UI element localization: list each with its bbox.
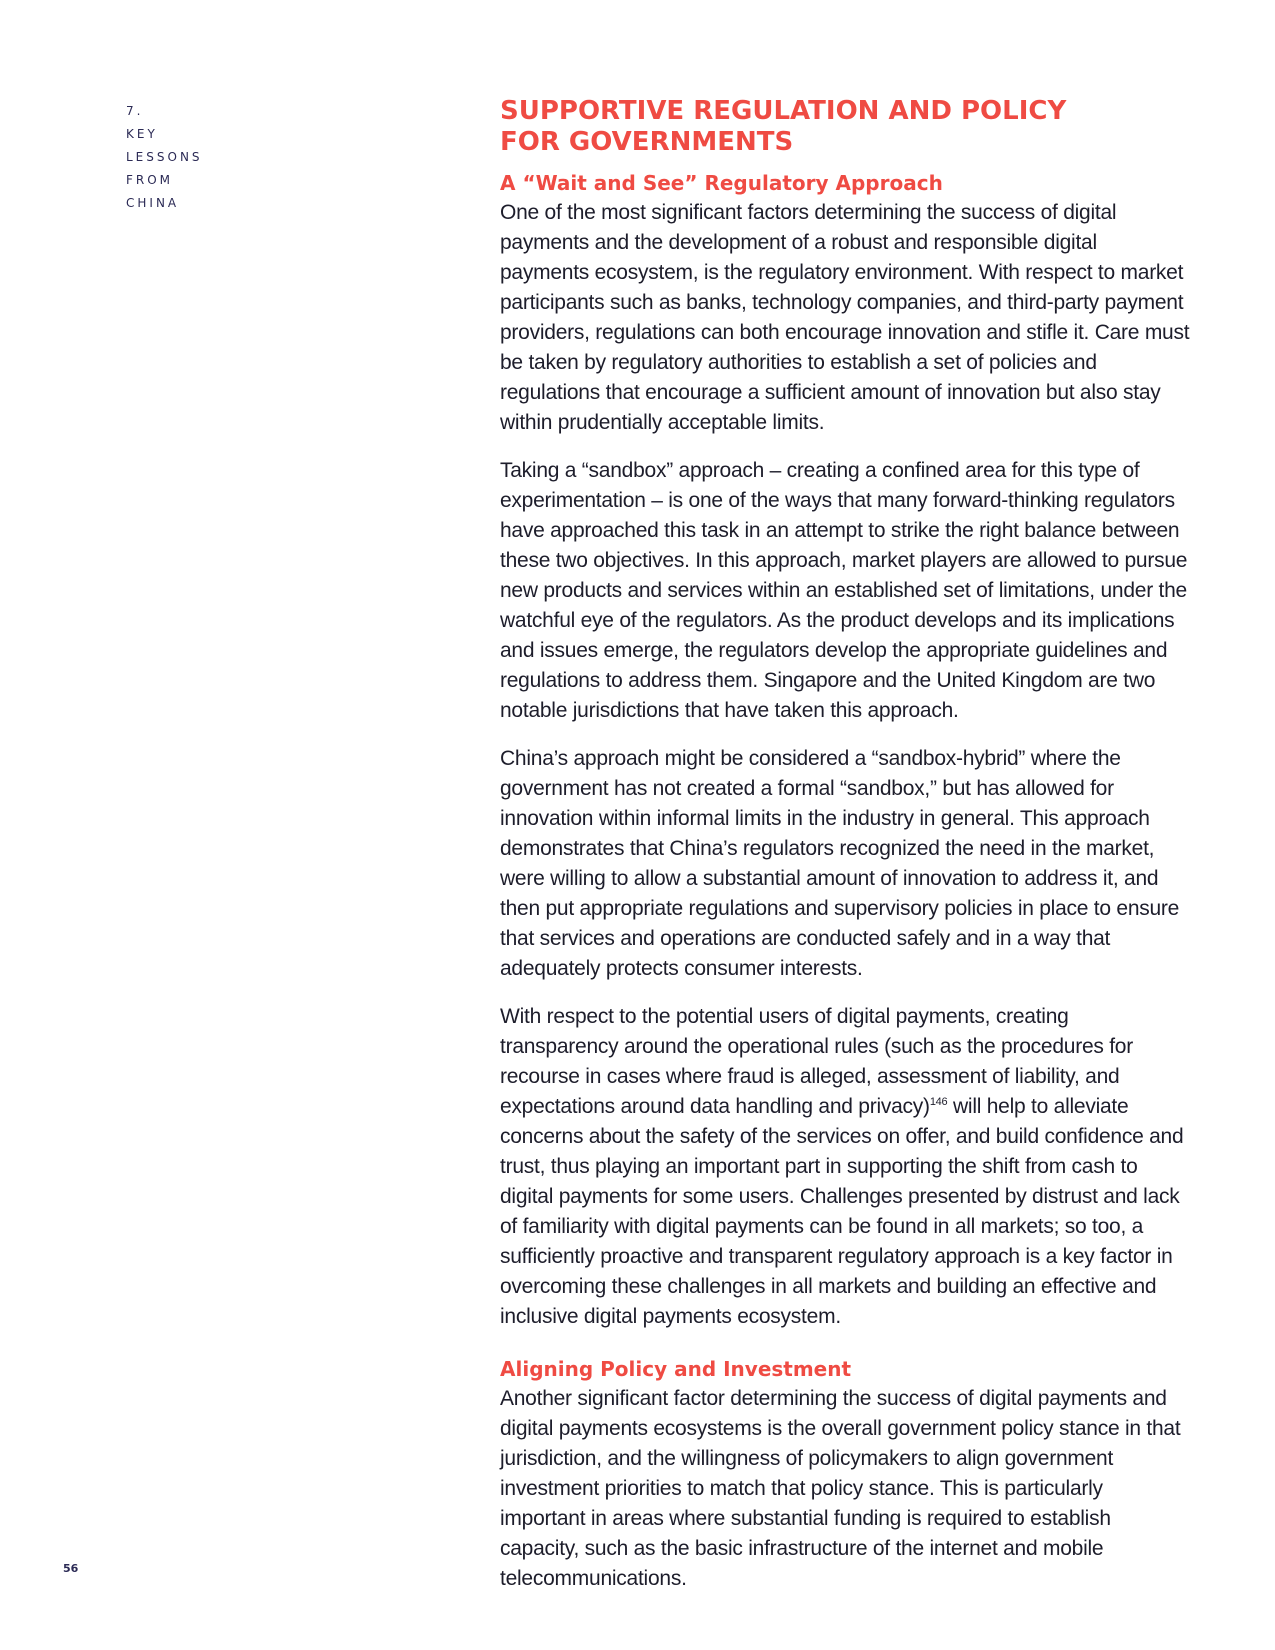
paragraph-text-part-2: will help to alleviate concerns about the safety of the services on offer, and build confidence and trust, thus playing an important part in supporting the shift from cash to digital payments for some users. Challenges presented by distrust and lack of familiarity with digital payments can be found in all markets; so too, a sufficiently proactive and transparent regulatory approach is a key factor in overcoming these challenges in all markets and building an effective and inclusive digital payments ecosystem. — [500, 1095, 1184, 1328]
paragraph: China’s approach might be considered a “sandbox-hybrid” where the government has not created a formal “sandbox,” but has allowed for innovation within informal limits in the industry in general. This approach demonstrates that China’s regulators recognized the need in the market, were willing to allow a substantial amount of innovation to address it, and then put appropriate regulations and supervisory policies in place to ensure that services and operations are conducted safely and in a way that adequately protects consumer interests. — [500, 747, 1180, 980]
chapter-number: 7. — [126, 104, 144, 118]
paragraph: One of the most significant factors determining the success of digital payments and the development of a robust and responsible digital payments ecosystem, is the regulatory environment. With respect to market participants such as banks, technology companies, and third-party payment providers, regulations can both encourage innovation and stifle it. Care must be taken by regulatory authorities to establish a set of policies and regulations that encourage a sufficient amount of innovation but also stay within prudentially acceptable limits. — [500, 201, 1190, 434]
footnote-reference: 146 — [929, 1096, 948, 1108]
page-title-line-1: SUPPORTIVE REGULATION AND POLICY — [500, 96, 1067, 126]
chapter-marker — [126, 100, 203, 215]
page-title — [500, 96, 1190, 158]
chapter-title-word: FROM — [126, 173, 174, 187]
paragraph: Taking a “sandbox” approach – creating a confined area for this type of experimentation – is one of the ways that many forward-thinking regulators have approached this task in an attempt to strike the right balance between these two objectives. In this approach, market players are allowed to pursue new products and services within an established set of limitations, under the watchful eye of the regulators. As the product develops and its implications and issues emerge, the regulators develop the appropriate guidelines and regulations to address them. Singapore and the United Kingdom are two notable jurisdictions that have taken this approach. — [500, 459, 1188, 722]
paragraph-with-footnote — [500, 1002, 1190, 1332]
paragraph-text-part-1: With respect to the potential users of digital payments, creating transparency around the operational rules (such as the procedures for recourse in cases where fraud is alleged, assessment of liability, and expectations around data handling and privacy) — [500, 1005, 1133, 1118]
chapter-title-word: LESSONS — [126, 150, 203, 164]
section-heading-wait-and-see: A “Wait and See” Regulatory Approach — [500, 171, 943, 195]
chapter-title-word: KEY — [126, 127, 158, 141]
section-heading-aligning-policy: Aligning Policy and Investment — [500, 1357, 852, 1381]
page-title-line-2: FOR GOVERNMENTS — [500, 127, 794, 157]
page-number: 56 — [63, 1562, 79, 1575]
paragraph: Another significant factor determining the success of digital payments and digital payments ecosystems is the overall government policy stance in that jurisdiction, and the willingness of policymakers to align government investment priorities to match that policy stance. This is particularly important in areas where substantial funding is required to establish capacity, such as the basic infrastructure of the internet and mobile telecommunications. — [500, 1387, 1181, 1590]
chapter-title-word: CHINA — [126, 196, 180, 210]
article-body — [500, 96, 1190, 1594]
